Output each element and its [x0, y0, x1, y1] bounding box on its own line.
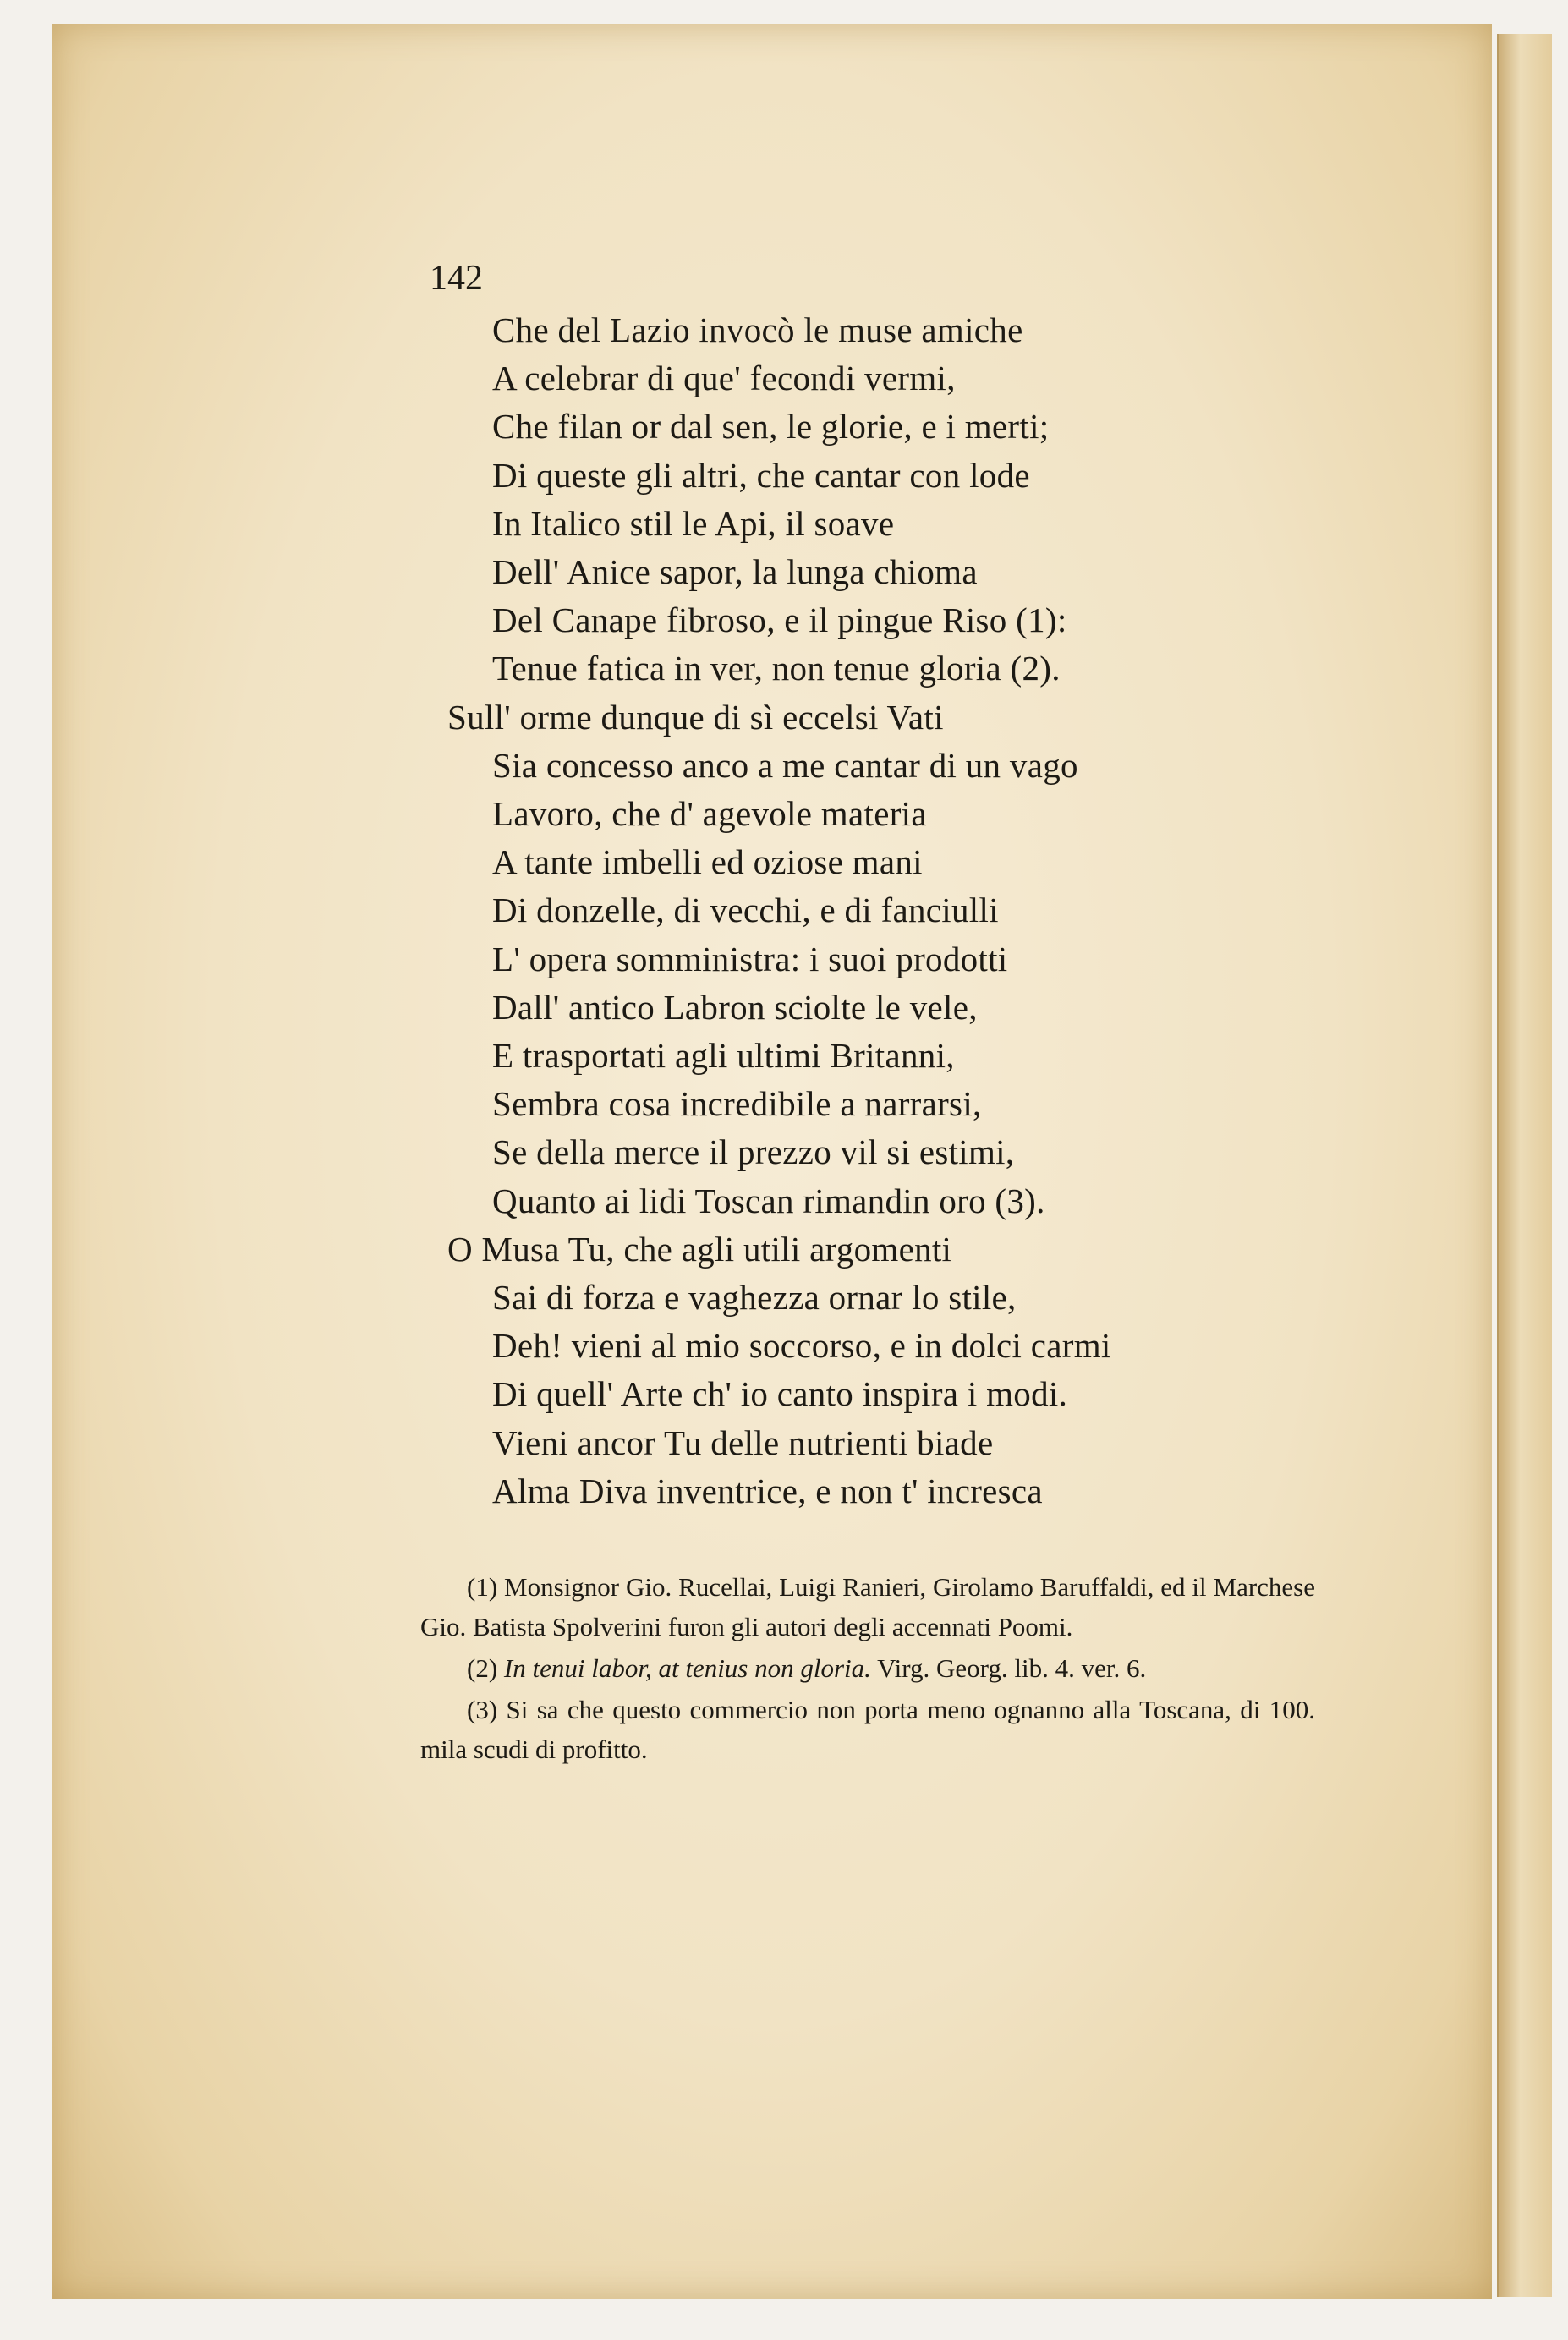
- verse-line: Sull' orme dunque di sì eccelsi Vati: [447, 697, 944, 737]
- verse-line: E trasportati agli ultimi Britanni,: [492, 1036, 955, 1076]
- footnote-marker: (3): [467, 1695, 507, 1724]
- adjacent-page-edge: [1497, 34, 1552, 2297]
- verse-line: Di quell' Arte ch' io canto inspira i modi.: [492, 1374, 1068, 1414]
- footnote-text: Virg. Georg. lib. 4. ver. 6.: [877, 1653, 1147, 1683]
- footnote: [420, 1690, 1315, 1769]
- verse-line: Che del Lazio invocò le muse amiche: [492, 310, 1023, 349]
- verse-line: Alma Diva inventrice, e non t' incresca: [492, 1471, 1043, 1510]
- verse-line: Sai di forza e vaghezza ornar lo stile,: [492, 1278, 1017, 1318]
- verse-line: Lavoro, che d' agevole materia: [492, 794, 927, 834]
- verse-block: [447, 306, 1111, 1515]
- footnotes: [420, 1567, 1315, 1771]
- verse-line: L' opera somministra: i suoi prodotti: [492, 939, 1008, 978]
- verse-line: Di donzelle, di vecchi, e di fanciulli: [492, 891, 999, 930]
- verse-line: Vieni ancor Tu delle nutrienti biade: [492, 1422, 994, 1462]
- verse-line: Dell' Anice sapor, la lunga chioma: [492, 552, 978, 592]
- footnote: [420, 1567, 1315, 1647]
- footnote-quote: In tenui labor, at tenius non gloria.: [503, 1653, 871, 1683]
- footnote-text: Si sa che questo commercio non porta meno ognanno alla Toscana, di 100. mila scudi di profitto.: [420, 1695, 1315, 1764]
- verse-line: Se della merce il prezzo vil si estimi,: [492, 1132, 1015, 1172]
- page-number: 142: [430, 259, 483, 298]
- verse-line: Del Canape fibroso, e il pingue Riso (1):: [492, 600, 1067, 640]
- verse-line: Quanto ai lidi Toscan rimandin oro (3).: [492, 1181, 1045, 1220]
- verse-line: Che filan or dal sen, le glorie, e i merti;: [492, 407, 1050, 447]
- verse-line: O Musa Tu, che agli utili argomenti: [447, 1229, 952, 1269]
- verse-line: A celebrar di que' fecondi vermi,: [492, 359, 956, 398]
- verse-line: Tenue fatica in ver, non tenue gloria (2).: [492, 649, 1061, 688]
- verse-line: Sia concesso anco a me cantar di un vago: [492, 745, 1078, 785]
- verse-line: A tante imbelli ed oziose mani: [492, 842, 923, 882]
- verse-line: Di queste gli altri, che cantar con lode: [492, 455, 1030, 495]
- verse-line: Dall' antico Labron sciolte le vele,: [492, 987, 978, 1027]
- verse-line: In Italico stil le Api, il soave: [492, 503, 895, 543]
- footnote-marker: (1): [467, 1572, 505, 1602]
- footnote-text: Monsignor Gio. Rucellai, Luigi Ranieri, Girolamo Baruffaldi, ed il Marchese Gio. Batista Spolverini furon gli autori degli accennati Poomi.: [420, 1572, 1315, 1641]
- footnote-marker: (2): [467, 1653, 504, 1683]
- verse-line: Deh! vieni al mio soccorso, e in dolci carmi: [492, 1326, 1111, 1366]
- footnote: [420, 1648, 1315, 1688]
- verse-line: Sembra cosa incredibile a narrarsi,: [492, 1084, 982, 1124]
